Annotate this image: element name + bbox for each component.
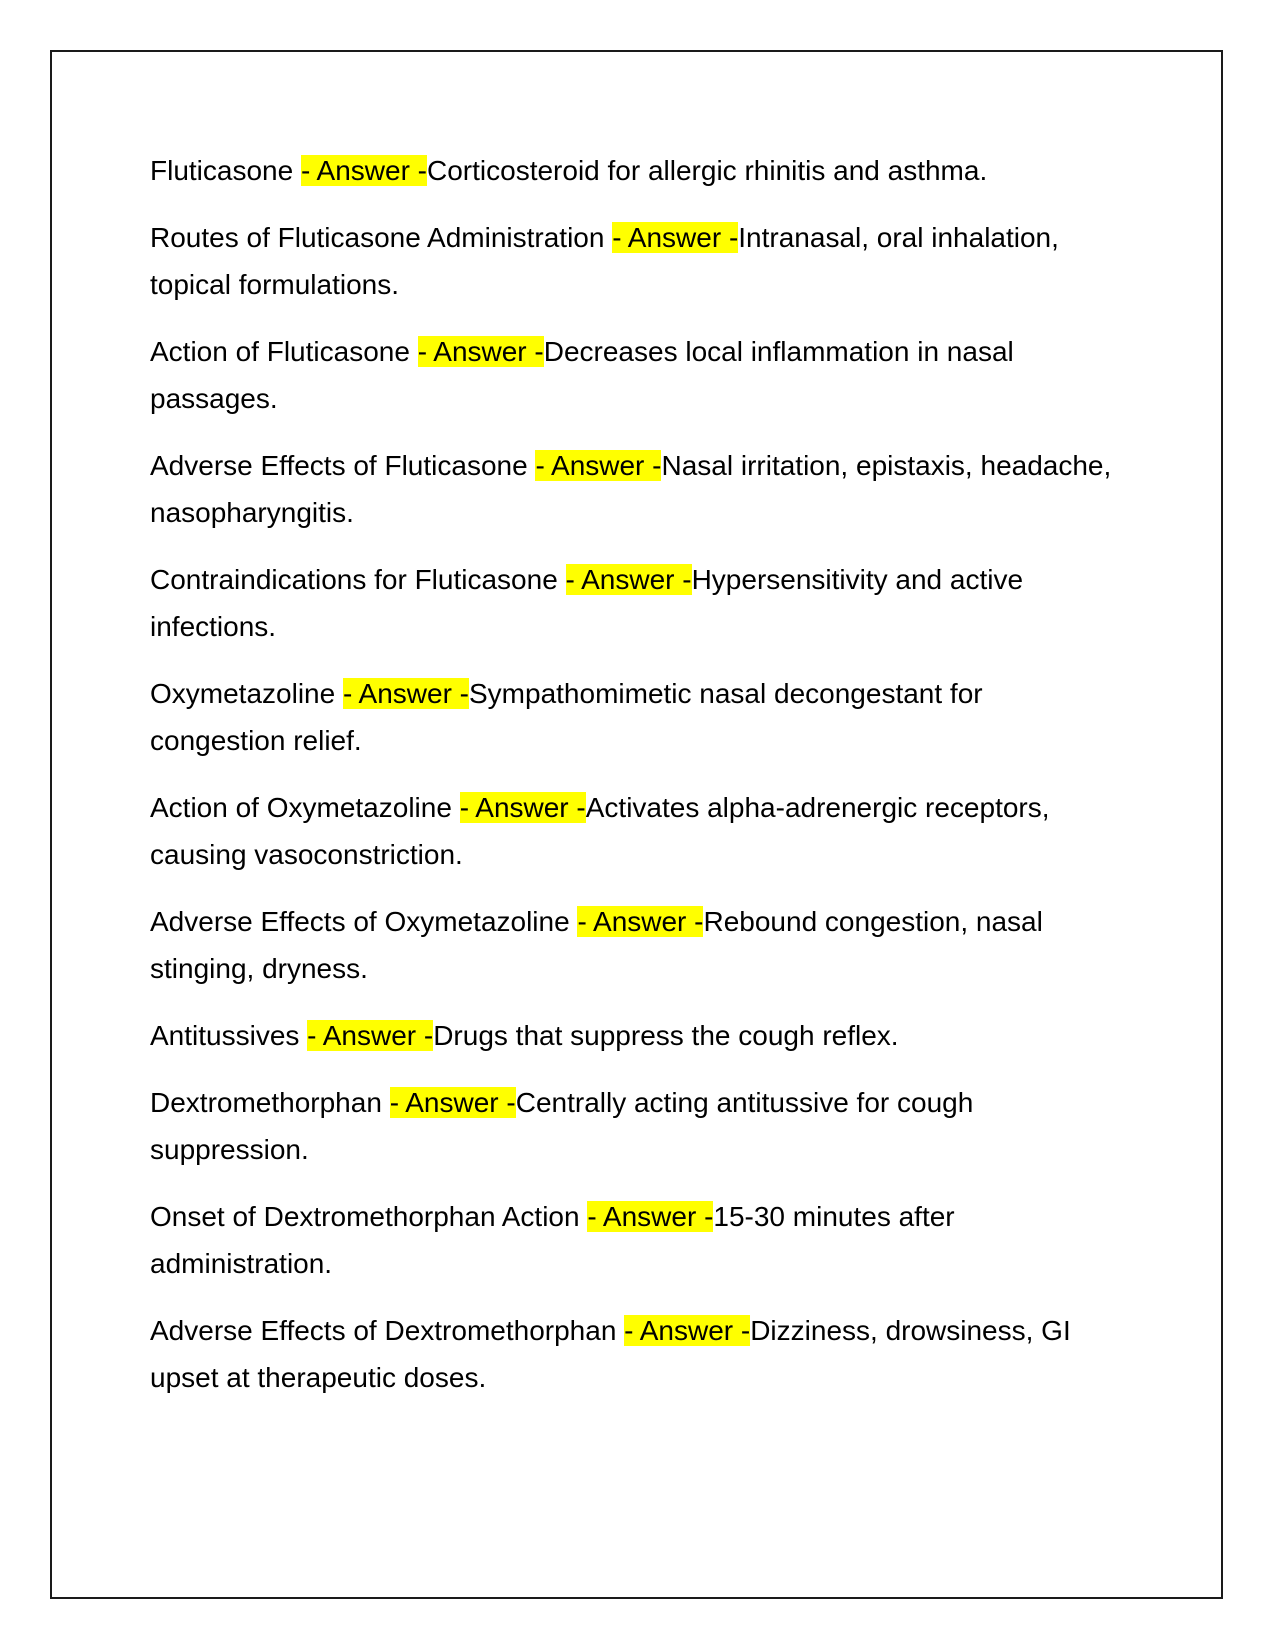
qa-term: Adverse Effects of Fluticasone — [150, 450, 536, 481]
qa-item — [150, 1079, 1125, 1173]
answer-separator: - Answer - — [577, 906, 704, 937]
qa-item — [150, 670, 1125, 764]
qa-answer: Centrally acting antitussive for cough suppression. — [150, 1087, 974, 1165]
qa-item — [150, 442, 1125, 536]
qa-answer: Sympathomimetic nasal decongestant for congestion relief. — [150, 678, 983, 756]
qa-answer: Intranasal, oral inhalation, topical formulations. — [150, 222, 1059, 300]
answer-separator: - Answer - — [624, 1315, 751, 1346]
answer-separator: - Answer - — [389, 1087, 516, 1118]
qa-term: Contraindications for Fluticasone — [150, 564, 566, 595]
qa-answer: Corticosteroid for allergic rhinitis and asthma. — [427, 155, 988, 186]
qa-item — [150, 784, 1125, 878]
answer-separator: - Answer - — [307, 1020, 434, 1051]
qa-item — [150, 556, 1125, 650]
answer-separator: - Answer - — [459, 792, 586, 823]
qa-item — [150, 328, 1125, 422]
qa-answer: Hypersensitivity and active infections. — [150, 564, 1024, 642]
qa-list — [150, 147, 1125, 1421]
qa-term: Dextromethorphan — [150, 1087, 390, 1118]
qa-answer: Dizziness, drowsiness, GI upset at therapeutic doses. — [150, 1315, 1071, 1393]
qa-answer: Activates alpha-adrenergic receptors, causing vasoconstriction. — [150, 792, 1050, 870]
qa-term: Adverse Effects of Oxymetazoline — [150, 906, 578, 937]
qa-term: Routes of Fluticasone Administration — [150, 222, 613, 253]
qa-term: Oxymetazoline — [150, 678, 343, 709]
qa-term: Action of Oxymetazoline — [150, 792, 460, 823]
answer-separator: - Answer - — [612, 222, 739, 253]
qa-answer: Decreases local inflammation in nasal passages. — [150, 336, 1014, 414]
answer-separator: - Answer - — [565, 564, 692, 595]
qa-term: Onset of Dextromethorphan Action — [150, 1201, 588, 1232]
qa-answer: Drugs that suppress the cough reflex. — [433, 1020, 899, 1051]
qa-item — [150, 214, 1125, 308]
qa-term: Fluticasone — [150, 155, 301, 186]
qa-item — [150, 147, 1125, 194]
answer-separator: - Answer - — [342, 678, 469, 709]
qa-term: Action of Fluticasone — [150, 336, 418, 367]
answer-separator: - Answer - — [300, 155, 427, 186]
qa-term: Antitussives — [150, 1020, 308, 1051]
answer-separator: - Answer - — [417, 336, 544, 367]
qa-term: Adverse Effects of Dextromethorphan — [150, 1315, 625, 1346]
qa-item — [150, 1193, 1125, 1287]
qa-answer: Nasal irritation, epistaxis, headache, nasopharyngitis. — [150, 450, 1112, 528]
qa-answer: 15-30 minutes after administration. — [150, 1201, 955, 1279]
qa-item — [150, 898, 1125, 992]
answer-separator: - Answer - — [535, 450, 662, 481]
answer-separator: - Answer - — [587, 1201, 714, 1232]
qa-item — [150, 1012, 1125, 1059]
qa-answer: Rebound congestion, nasal stinging, dryness. — [150, 906, 1043, 984]
qa-item — [150, 1307, 1125, 1401]
